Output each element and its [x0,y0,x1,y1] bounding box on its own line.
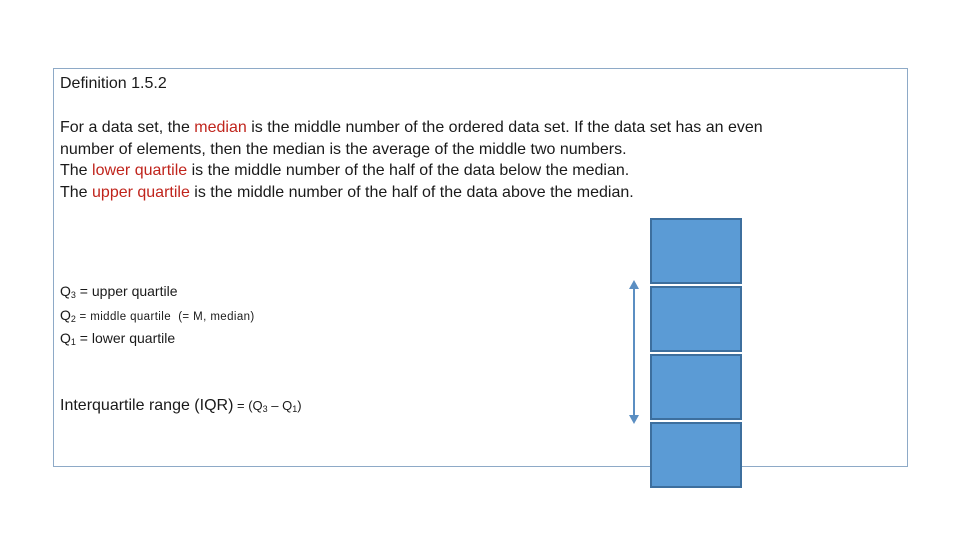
quartile-symbol: Q [60,283,71,299]
definition-line-2: number of elements, then the median is the average of the middle two numbers. [60,140,627,158]
definition-paragraph [60,117,880,203]
quartile-description: lower quartile [91,330,176,346]
text-segment: is the middle number of the half of the data below the median. [187,162,630,179]
quartile-box-stack [650,218,742,490]
definition-title: Definition 1.5.2 [60,75,167,92]
quartile-box-bottom [650,422,742,488]
iqr-minus: – Q [267,398,293,413]
quartile-description: middle quartile [90,310,172,323]
quartile-subscript: 3 [70,290,76,300]
quartile-symbol: Q [60,330,71,346]
iqr-label: Interquartile range (IQR) [60,397,234,414]
definition-line-3 [60,160,880,182]
text-segment: The [60,162,93,179]
quartile-box-upper-middle [650,286,742,352]
iqr-subscript-1: 1 [292,404,298,414]
text-segment: For a data set, the [60,119,195,136]
iqr-formula [60,397,302,415]
term-lower-quartile: lower quartile [92,162,188,179]
text-segment: is the middle number of the ordered data set. If the data set has an even [246,119,763,136]
quartile-symbol: Q [60,306,71,323]
quartile-subscript: 2 [70,313,76,324]
iqr-subscript-3: 3 [262,404,268,414]
quartile-note: (= M, median) [171,310,255,323]
definition-line-4 [60,182,880,204]
definition-line-1 [60,117,880,139]
quartile-row-q2 [60,306,255,330]
equals-sign: = [75,330,92,346]
iqr-formula-open: = (Q [233,398,263,413]
quartile-list [60,282,255,353]
quartile-description: upper quartile [91,283,178,299]
double-arrow-icon [626,280,642,424]
quartile-subscript: 1 [70,337,76,347]
term-median: median [194,119,247,136]
quartile-box-lower-middle [650,354,742,420]
quartile-box-top [650,218,742,284]
equals-sign: = [75,310,91,323]
equals-sign: = [75,283,92,299]
text-segment: The [60,183,93,201]
term-upper-quartile: upper quartile [92,183,190,201]
quartile-row-q3 [60,282,255,306]
iqr-formula-close: ) [297,398,302,413]
text-segment: is the middle number of the half of the data above the median. [189,183,634,201]
quartile-row-q1 [60,329,255,353]
